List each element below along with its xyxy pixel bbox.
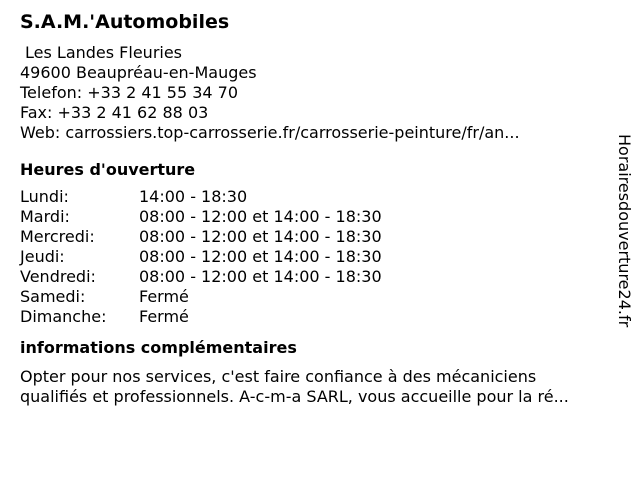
info-line-1: Opter pour nos services, c'est faire confiance à des mécaniciens xyxy=(20,367,537,386)
day-label: Jeudi: xyxy=(20,247,65,266)
web-line: Web: carrossiers.top-carrosserie.fr/carrosserie-peinture/fr/an... xyxy=(20,123,520,142)
day-hours: 08:00 - 12:00 et 14:00 - 18:30 xyxy=(139,207,382,226)
day-hours: 08:00 - 12:00 et 14:00 - 18:30 xyxy=(139,267,382,286)
day-label: Dimanche: xyxy=(20,307,107,326)
phone-line: Telefon: +33 2 41 55 34 70 xyxy=(20,83,239,102)
hours-row-monday xyxy=(20,187,610,207)
business-card xyxy=(20,9,610,407)
hours-row-friday xyxy=(20,267,610,287)
opening-hours-table xyxy=(20,187,610,327)
additional-info-text xyxy=(20,367,610,407)
day-label: Vendredi: xyxy=(20,267,96,286)
additional-info-heading: informations complémentaires xyxy=(20,338,297,357)
city-line: 49600 Beaupréau-en-Mauges xyxy=(20,63,257,82)
fax-line: Fax: +33 2 41 62 88 03 xyxy=(20,103,209,122)
hours-row-thursday xyxy=(20,247,610,267)
hours-row-sunday xyxy=(20,307,610,327)
opening-hours-heading: Heures d'ouverture xyxy=(20,160,196,179)
day-hours: Fermé xyxy=(139,287,189,306)
day-label: Samedi: xyxy=(20,287,86,306)
address-block xyxy=(20,43,610,143)
info-line-2: qualifiés et professionnels. A-c-m-a SARL, vous accueille pour la ré... xyxy=(20,387,569,406)
day-hours: 08:00 - 12:00 et 14:00 - 18:30 xyxy=(139,227,382,246)
hours-row-wednesday xyxy=(20,227,610,247)
day-label: Mercredi: xyxy=(20,227,95,246)
day-hours: 14:00 - 18:30 xyxy=(139,187,248,206)
day-label: Lundi: xyxy=(20,187,69,206)
hours-row-saturday xyxy=(20,287,610,307)
site-watermark: Horairesdouverture24.fr xyxy=(615,134,634,328)
hours-row-tuesday xyxy=(20,207,610,227)
day-hours: Fermé xyxy=(139,307,189,326)
day-label: Mardi: xyxy=(20,207,70,226)
day-hours: 08:00 - 12:00 et 14:00 - 18:30 xyxy=(139,247,382,266)
street-address: Les Landes Fleuries xyxy=(25,43,183,62)
business-name: S.A.M.'Automobiles xyxy=(20,11,230,33)
